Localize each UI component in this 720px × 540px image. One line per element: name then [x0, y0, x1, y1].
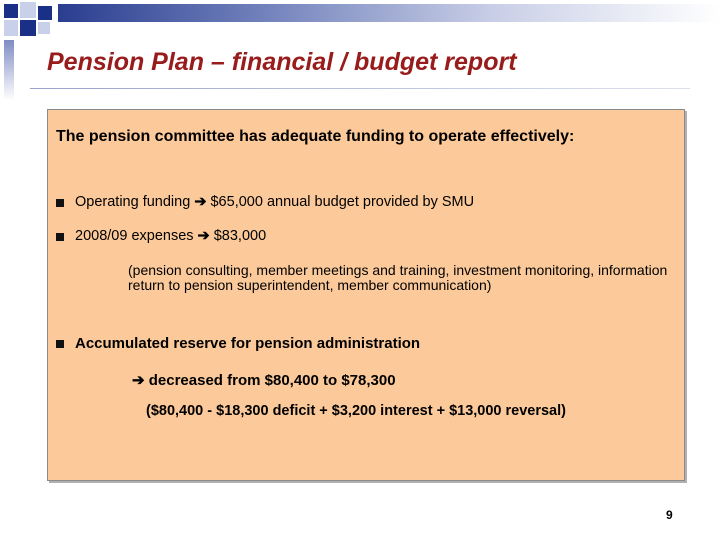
side-gradient-bar — [4, 40, 14, 100]
header-gradient-bar — [58, 4, 720, 22]
corner-square — [4, 4, 18, 18]
corner-square — [38, 6, 52, 20]
bullet-rest: $65,000 annual budget provided by SMU — [206, 194, 475, 210]
title-divider — [30, 88, 690, 89]
arrow-right-icon: ➔ — [132, 372, 145, 389]
corner-square — [20, 20, 36, 36]
reserve-change — [132, 371, 396, 389]
corner-square — [38, 22, 50, 34]
content-panel — [47, 109, 685, 481]
reserve-change-text: decreased from $80,400 to $78,300 — [144, 372, 396, 389]
bullet-text — [75, 228, 266, 244]
panel-heading: The pension committee has adequate funding to operate effectively: — [56, 128, 575, 145]
expense-detail: (pension consulting, member meetings and training, investment monitoring, information return to pension superintendent, member communication) — [128, 262, 668, 293]
page-number: 9 — [666, 508, 673, 522]
bullet-lead: 2008/09 expenses — [75, 228, 198, 244]
bullet-marker — [56, 199, 64, 207]
slide-title: Pension Plan – financial / budget report — [47, 48, 517, 76]
bullet-text — [75, 194, 474, 210]
arrow-right-icon: ➔ — [194, 194, 207, 210]
arrow-right-icon: ➔ — [197, 228, 210, 244]
corner-square — [4, 20, 18, 36]
bullet-marker — [56, 233, 64, 241]
bullet-lead: Operating funding — [75, 194, 195, 210]
reserve-breakdown: ($80,400 - $18,300 deficit + $3,200 interest + $13,000 reversal) — [146, 403, 566, 419]
bullet-rest: $83,000 — [209, 228, 267, 244]
bullet-text: Accumulated reserve for pension administration — [75, 335, 421, 352]
corner-square — [20, 2, 36, 18]
bullet-marker — [56, 340, 64, 348]
